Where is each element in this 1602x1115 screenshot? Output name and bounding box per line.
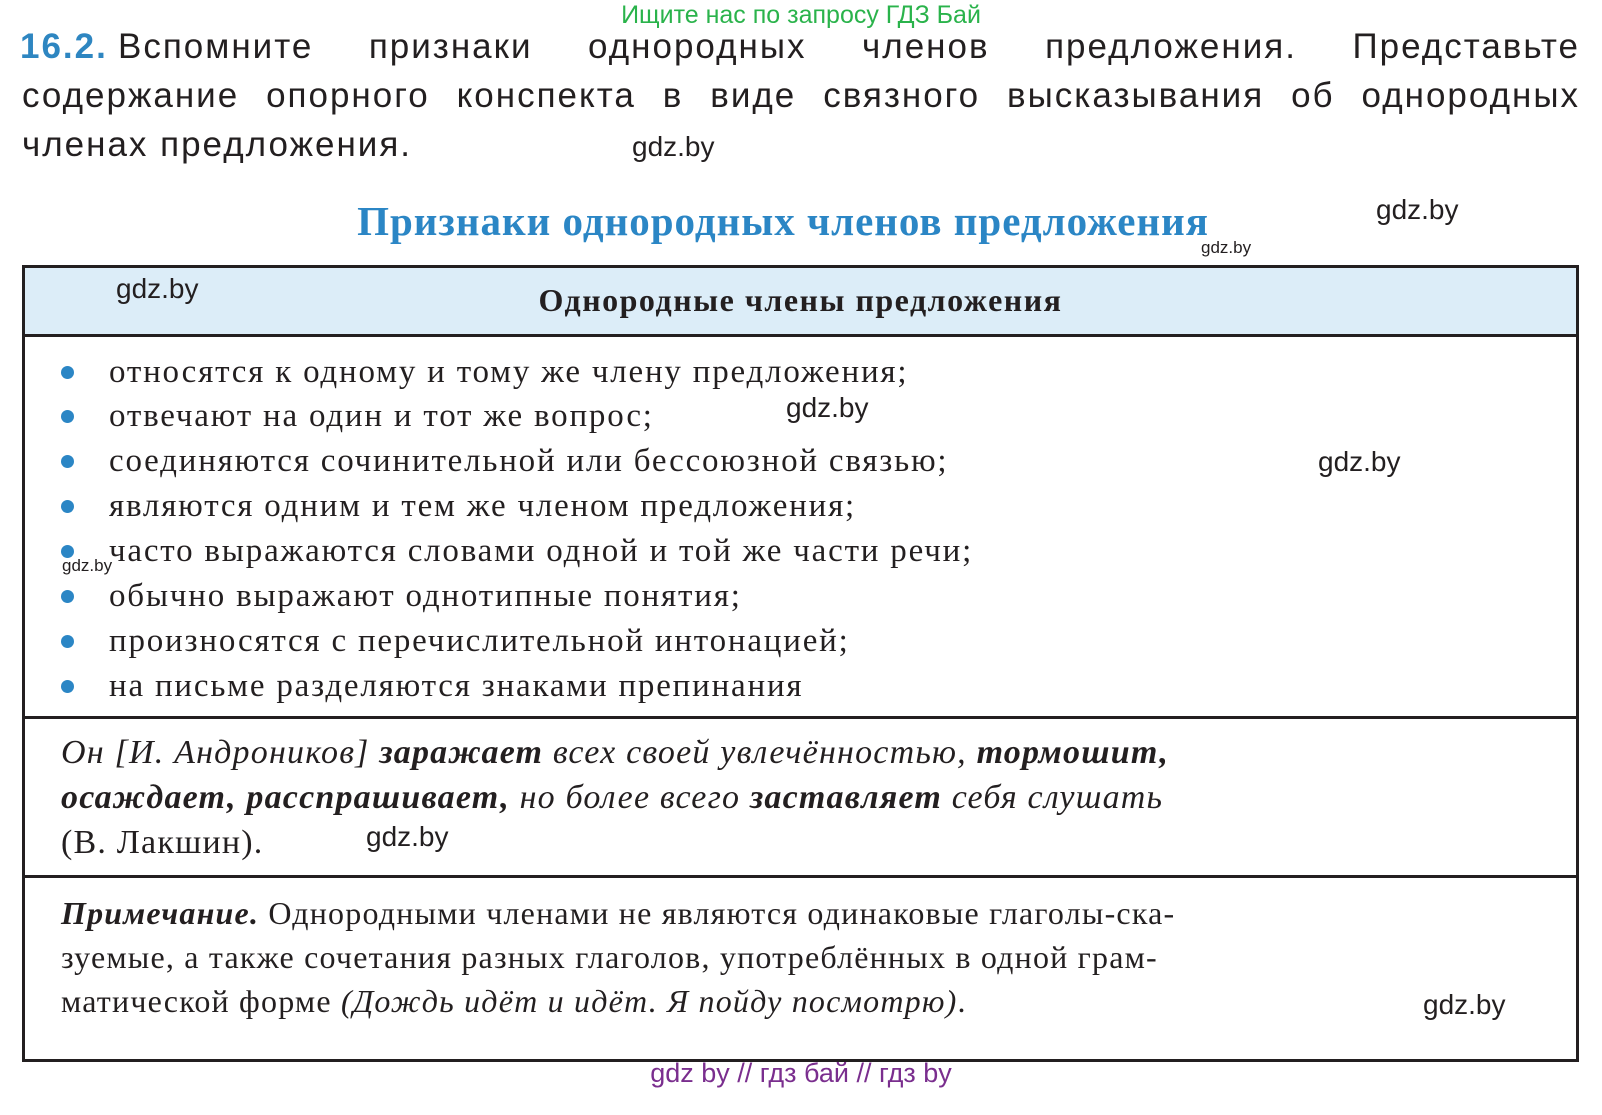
watermark: gdz.by <box>632 131 715 162</box>
bullet-icon <box>61 410 74 423</box>
divider <box>25 716 1576 719</box>
example-homogeneous: тормошит, <box>976 734 1170 771</box>
table-header-title: Однородные члены предложения <box>538 282 1063 318</box>
example-text: Он [И. Андроников] <box>61 734 370 771</box>
example-line-2 <box>61 776 1505 820</box>
note-label: Примечание. <box>61 895 260 931</box>
note-text: Однородными членами не являются одинаковые глаголы-ска- <box>268 895 1176 931</box>
note-example: (Дождь идёт и идёт. Я пойду посмотрю) <box>340 983 958 1019</box>
top-banner: Ищите нас по запросу ГДЗ Бай <box>621 1 981 29</box>
list-item-text: относятся к одному и тому же члену предложения; <box>109 354 909 390</box>
bullet-icon <box>61 590 74 603</box>
task-line-1 <box>22 24 1580 70</box>
note-line-2: зуемые, а также сочетания разных глаголов, употреблённых в одной грам- <box>61 939 1158 975</box>
example-source: (В. Лакшин). <box>61 824 264 861</box>
task-line-2: содержание опорного конспекта в виде связного высказывания об однородных <box>22 76 1580 115</box>
bullet-icon <box>61 366 74 379</box>
task-number: 16.2. <box>20 27 108 66</box>
note-text: матической форме <box>61 983 332 1019</box>
task-line-3: членах предложения. <box>22 125 412 164</box>
list-item-text: обычно выражают однотипные понятия; <box>109 578 742 614</box>
note-line-1 <box>61 891 1505 935</box>
list-item-text: отвечают на один и тот же вопрос; <box>109 398 654 434</box>
watermark: gdz.by <box>1423 989 1506 1020</box>
example-homogeneous: заставляет <box>749 779 942 816</box>
bullet-icon <box>61 680 74 693</box>
example-text: всех своей увлечённостью, <box>552 734 967 771</box>
footer-watermark: gdz by // гдз бай // гдз by <box>650 1058 952 1088</box>
rules-table <box>22 265 1579 1062</box>
example-text: но более всего <box>519 779 741 816</box>
bullet-icon <box>61 455 74 468</box>
bullet-icon <box>61 635 74 648</box>
divider <box>25 875 1576 878</box>
watermark: gdz.by <box>1376 194 1459 225</box>
watermark: gdz.by <box>116 273 199 304</box>
example-homogeneous: осаждает, расспрашивает, <box>61 779 510 816</box>
list-item-text: соединяются сочинительной или бессоюзной связью; <box>109 443 949 479</box>
section-title <box>0 196 1602 246</box>
watermark: gdz.by <box>366 821 449 852</box>
example-line-1 <box>61 731 1505 775</box>
task-text-line-1: Вспомните признаки однородных членов предложения. Представьте <box>118 27 1580 66</box>
note-line-3 <box>61 979 1505 1023</box>
note-period: . <box>957 983 967 1019</box>
bullet-icon <box>61 500 74 513</box>
watermark: gdz.by <box>786 392 869 423</box>
section-title-text: Признаки однородных членов предложения <box>357 198 1209 244</box>
list-item-text: на письме разделяются знаками препинания <box>109 668 804 704</box>
table-header <box>25 268 1576 337</box>
example-homogeneous: заражает <box>379 734 544 771</box>
watermark: gdz.by <box>62 556 113 575</box>
watermark: gdz.by <box>1201 238 1252 257</box>
list-item-text: являются одним и тем же членом предложения; <box>109 488 857 524</box>
list-item-text: произносятся с перечислительной интонацией; <box>109 623 850 659</box>
watermark: gdz.by <box>1318 446 1401 477</box>
list-item-text: часто выражаются словами одной и той же части речи; <box>109 533 974 569</box>
example-text: себя слушать <box>951 779 1164 816</box>
